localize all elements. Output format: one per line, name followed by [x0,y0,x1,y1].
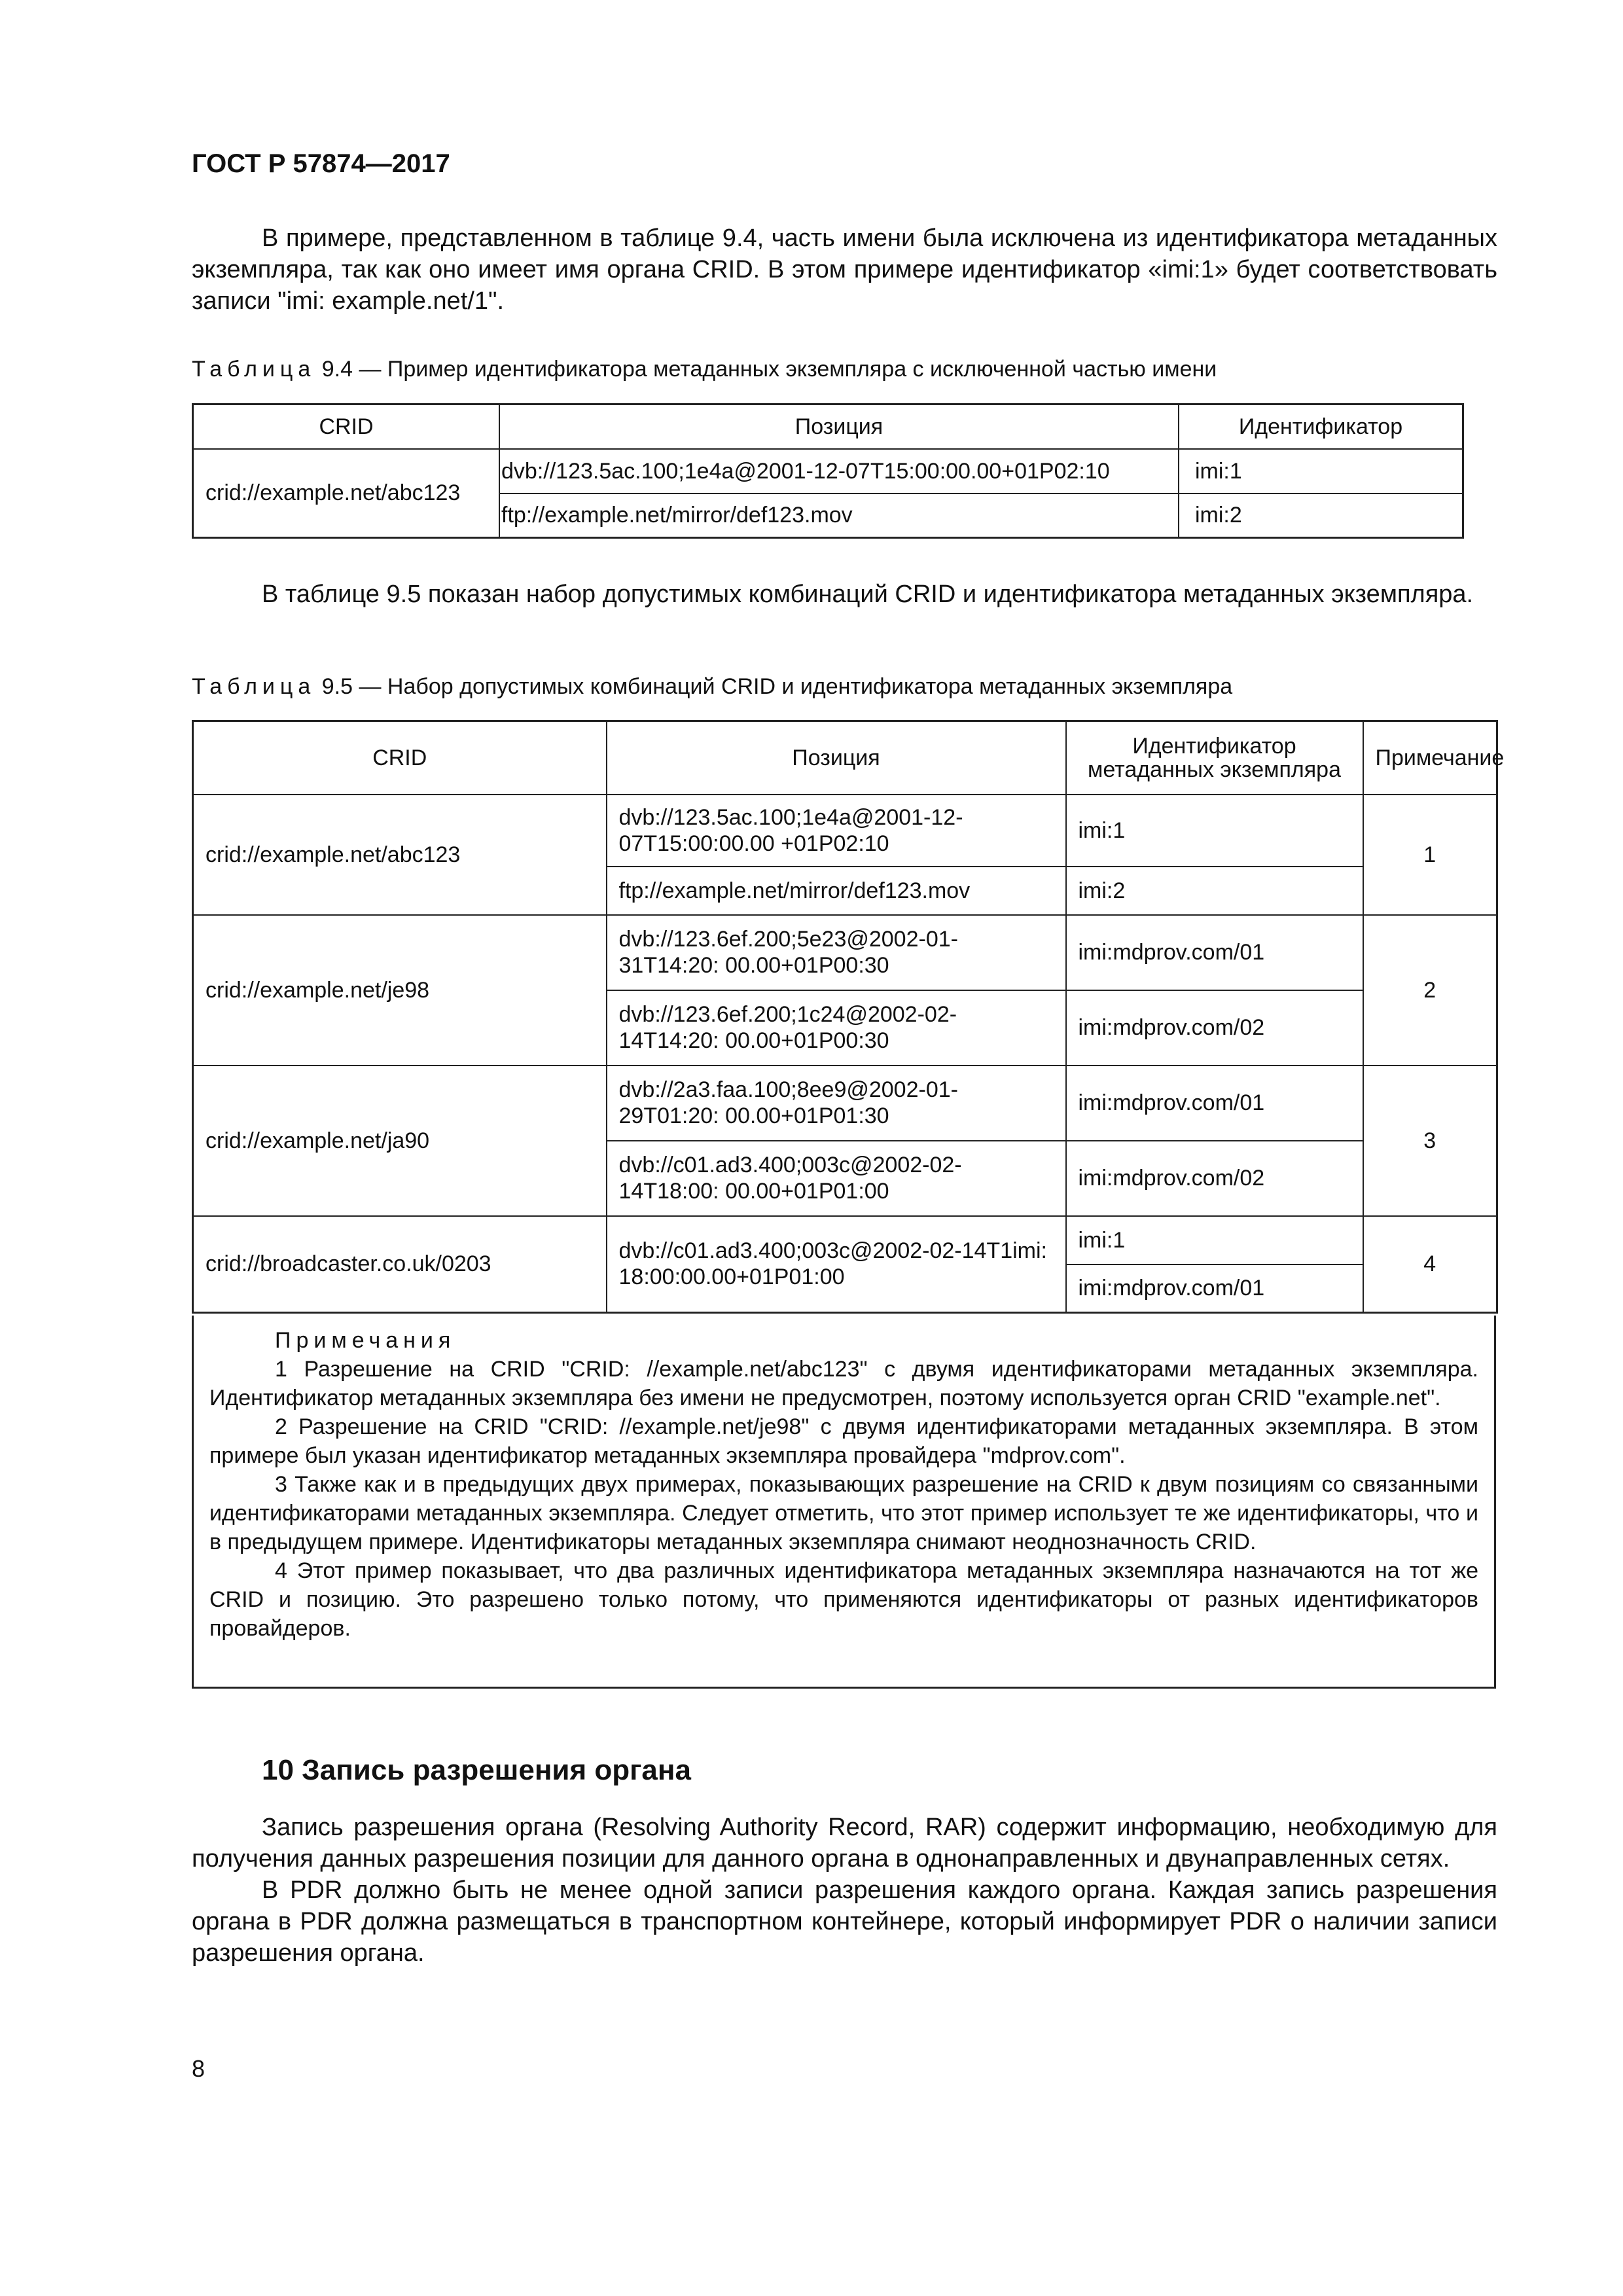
table-9-5-position: dvb://123.5ac.100;1e4a@2001-12-07T15:00:00.00 +01P02:10 [607,795,1066,867]
table-9-5-id: imi:mdprov.com/02 [1066,1141,1363,1216]
section-10-body [192,1812,1497,1969]
table-9-5-position: dvb://2a3.faa.100;8ee9@2002-01-29T01:20: 00.00+01P01:30 [607,1066,1066,1141]
table-9-5-id: imi:2 [1066,867,1363,915]
table-row [193,1066,1497,1141]
intro-paragraph-block [192,223,1497,317]
table-row [193,449,1463,493]
table-9-5-position: ftp://example.net/mirror/def123.mov [607,867,1066,915]
table-9-4-header-crid: CRID [193,404,500,449]
table-row [193,915,1497,990]
table-9-5-crid: crid://broadcaster.co.uk/0203 [193,1216,607,1313]
table-9-5-position: dvb://c01.ad3.400;003c@2002-02-14T18:00: 00.00+01P01:00 [607,1141,1066,1216]
middle-paragraph: В таблице 9.5 показан набор допустимых комбинаций CRID и идентификатора метаданных экземпляра. [262,581,1474,608]
table-9-4-id: imi:1 [1179,449,1463,493]
section-heading: 10 Запись разрешения органа [262,1754,691,1786]
table-9-5-header-position: Позиция [607,721,1066,795]
table-9-4-id: imi:2 [1179,493,1463,538]
table-9-5-id: imi:1 [1066,795,1363,867]
table-9-4-crid: crid://example.net/abc123 [193,449,500,538]
table-row [193,795,1497,867]
table-9-4-position: dvb://123.5ac.100;1e4a@2001-12-07T15:00:00.00+01P02:10 [499,449,1179,493]
middle-paragraph-block [192,579,1497,610]
table-9-5-header-crid: CRID [193,721,607,795]
table-9-5-header-note: Примечание [1363,721,1497,795]
table-9-5-note: 1 [1363,795,1497,915]
note-item: 2 Разрешение на CRID "CRID: //example.net/je98" с двумя идентификаторами метаданных экземпляра. В этом примере был указан идентификатор метаданных экземпляра провайдера "mdprov.com". [209,1414,1478,1468]
table-9-5-crid: crid://example.net/abc123 [193,795,607,915]
table-9-4-caption-prefix: Таблица [192,357,316,382]
table-9-5-note: 3 [1363,1066,1497,1216]
table-9-5-crid: crid://example.net/ja90 [193,1066,607,1216]
note-item: 1 Разрешение на CRID "CRID: //example.net/abc123" с двумя идентификаторами метаданных экземпляра. Идентификатор метаданных экземпляра без имени не предусмотрен, поэтому используется орган CRID "example.net". [209,1357,1478,1410]
intro-paragraph: В примере, представленном в таблице 9.4, часть имени была исключена из идентификатора метаданных экземпляра, так как оно имеет имя органа CRID. В этом примере идентификатор «imi:1» будет соответствовать записи "imi: example.net/1". [192,224,1497,315]
section-paragraph: В PDR должно быть не менее одной записи разрешения каждого органа. Каждая запись разрешения органа в PDR должна размещаться в транспортном контейнере, который информирует PDR о наличии записи разрешения органа. [192,1876,1497,1967]
table-9-5-header-id: Идентификатор метаданных экземпляра [1066,721,1363,795]
table-9-5-id: imi:mdprov.com/01 [1066,915,1363,990]
table-9-4-caption-text: 9.4 — Пример идентификатора метаданных экземпляра с исключенной частью имени [321,357,1217,382]
page-number: 8 [192,2055,205,2082]
table-9-5-crid: crid://example.net/je98 [193,915,607,1066]
table-9-5-notes [192,1316,1496,1689]
table-9-5-caption [192,674,1232,700]
note-item: 4 Этот пример показывает, что два различных идентификатора метаданных экземпляра назначаются на тот же CRID и позицию. Это разрешено только потому, что применяются идентификаторы от разных идентификаторов провайдеров. [209,1558,1478,1641]
table-9-5-note: 4 [1363,1216,1497,1313]
table-9-4-position: ftp://example.net/mirror/def123.mov [499,493,1179,538]
notes-title: Примечания [275,1328,456,1353]
table-9-5-caption-prefix: Таблица [192,674,316,699]
table-9-5-position: dvb://123.6ef.200;5e23@2002-01-31T14:20: 00.00+01P00:30 [607,915,1066,990]
document-header: ГОСТ Р 57874—2017 [192,149,450,178]
table-row [193,1216,1497,1265]
table-9-5-id: imi:mdprov.com/02 [1066,990,1363,1066]
section-paragraph: Запись разрешения органа (Resolving Authority Record, RAR) содержит информацию, необходимую для получения данных разрешения позиции для данного органа в однонаправленных и двунаправленных сетях. [192,1814,1497,1873]
table-9-5-note: 2 [1363,915,1497,1066]
table-9-5-position: dvb://c01.ad3.400;003c@2002-02-14T1imi: 18:00:00.00+01P01:00 [607,1216,1066,1313]
table-9-5-id: imi:mdprov.com/01 [1066,1066,1363,1141]
table-9-5-caption-text: 9.5 — Набор допустимых комбинаций CRID и идентификатора метаданных экземпляра [321,674,1233,699]
table-9-4-caption [192,357,1217,382]
table-9-5-id: imi:1 [1066,1216,1363,1265]
table-9-5 [192,720,1505,1314]
table-9-4 [192,403,1464,539]
table-9-5-id: imi:mdprov.com/01 [1066,1265,1363,1313]
table-9-4-header-position: Позиция [499,404,1179,449]
table-9-5-position: dvb://123.6ef.200;1c24@2002-02-14T14:20: 00.00+01P00:30 [607,990,1066,1066]
table-9-4-header-id: Идентификатор [1179,404,1463,449]
note-item: 3 Также как и в предыдущих двух примерах, показывающих разрешение на CRID к двум позициям со связанными идентификаторами метаданных экземпляра. Следует отметить, что этот пример использует те же идентификаторы, что и в предыдущем примере. Идентификаторы метаданных экземпляра снимают неоднозначность CRID. [209,1472,1478,1554]
